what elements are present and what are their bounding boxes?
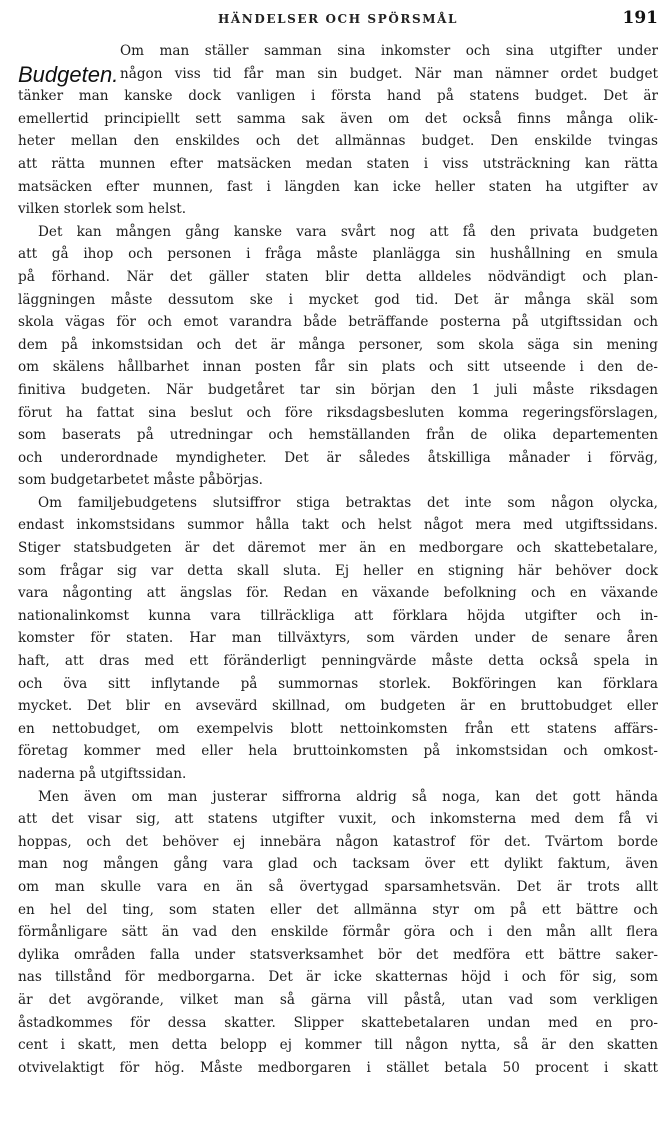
text-line: och underordnade myndigheter. Det är således åtskilliga månader i förväg, <box>18 449 658 466</box>
text-line: emellertid principiellt sett samma sak även om det också finns många olik- <box>18 110 658 127</box>
text-line: endast inkomstsidans summor hålla takt och helst något mera med utgiftssidans. <box>18 517 658 534</box>
text-line: naderna på utgiftssidan. <box>18 766 187 782</box>
text-line: om skälens hållbarhet innan posten får sin plats och sitt utseende i den de- <box>18 359 658 376</box>
text-line: tänker man kanske dock vanligen i första hand på statens budget. Det är <box>18 88 658 105</box>
text-line: en nettobudget, om exempelvis blott nettoinkomsten från ett statens affärs- <box>18 720 658 737</box>
paragraph-3 <box>18 492 658 786</box>
text-line: som frågar sig var detta skall sluta. Ej heller en stigning här behöver dock <box>18 562 658 579</box>
paragraph-2 <box>18 221 658 492</box>
section-heading: Budgeten. <box>18 62 119 87</box>
text-line: att rätta munnen efter matsäcken medan staten i viss utsträckning kan rätta <box>18 155 658 172</box>
page-number: 191 <box>622 8 658 28</box>
text-line: Om man ställer samman sina inkomster och sina utgifter under <box>120 43 658 59</box>
text-line: hoppas, och det behöver ej innebära någon katastrof för det. Tvärtom borde <box>18 833 658 850</box>
text-line: dylika områden falla under statsverksamhet bör det medföra ett bättre saker- <box>18 946 658 963</box>
text-line: mycket. Det blir en avsevärd skillnad, om budgeten är en bruttobudget eller <box>18 698 658 715</box>
page-header <box>18 8 658 32</box>
text-line: man nog mången gång vara glad och tacksam över ett dylikt faktum, även <box>18 856 658 873</box>
text-line: förmånligare sätt än vad den enskilde förmår göra och i den mån allt flera <box>18 924 658 941</box>
text-line: och öva sitt inflytande på summornas storlek. Bokföringen kan förklara <box>18 675 658 692</box>
text-line: att gå ihop och personen i fråga måste planlägga sin hushållning en smula <box>18 246 658 263</box>
text-line: finitiva budgeten. När budgetåret tar sin början den 1 juli måste riksdagen <box>18 381 658 398</box>
text-line: på förhand. När det gäller staten blir detta alldeles nödvändigt och plan- <box>18 268 658 285</box>
text-line: som budgetarbetet måste påbörjas. <box>18 472 263 489</box>
text-line: företag kommer med eller hela bruttoinkomsten på inkomstsidan och omkost- <box>18 743 658 760</box>
text-line: otvivelaktigt för hög. Måste medborgaren i stället betala 50 procent i skatt <box>18 1059 658 1076</box>
text-line: dem på inkomstsidan och det är många personer, som skola säga sin mening <box>18 336 658 353</box>
text-line: läggningen måste dessutom ske i mycket god tid. Det är många skäl som <box>18 291 658 308</box>
text-line: Stiger statsbudgeten är det däremot mer än en medborgare och skattebetalare, <box>18 540 658 557</box>
text-line: är det avgörande, vilket man så gärna vill påstå, utan vad som verkligen <box>18 991 658 1008</box>
paragraph-4 <box>18 786 658 1080</box>
text-line: som baserats på utredningar och hemställanden från de olika departementen <box>18 427 658 444</box>
text-line: haft, att dras med ett föränderligt penningvärde måste detta också spela in <box>18 653 658 670</box>
text-line: matsäcken efter munnen, fast i längden kan icke heller staten ha utgifter av <box>18 178 658 195</box>
text-line: vara någonting att ängslas för. Redan en växande befolkning och en växande <box>18 585 658 602</box>
text-line: cent i skatt, men detta belopp ej kommer till någon nytta, så är den skatten <box>18 1037 658 1054</box>
running-title: HÄNDELSER OCH SPÖRSMÅL <box>217 12 459 26</box>
text-line: någon viss tid får man sin budget. När man nämner ordet budget <box>120 65 658 82</box>
text-line: en hel del ting, som staten eller det allmänna styr om på ett bättre och <box>18 901 658 918</box>
text-line: nas tillstånd för medborgarna. Det är icke skatternas höjd i och för sig, som <box>18 969 658 986</box>
text-line: vilken storlek som helst. <box>18 201 187 218</box>
text-line: Det kan mången gång kanske vara svårt nog att få den privata budgeten <box>38 223 658 240</box>
body-text <box>18 40 658 1079</box>
text-line: om man skulle vara en än så övertygad sparsamhetsvän. Det är trots allt <box>18 878 658 895</box>
text-line: heter mellan den enskildes och det allmännas budget. Den enskilde tvingas <box>18 133 658 150</box>
text-line: skola vägas för och emot varandra både beträffande posterna på utgiftssidan och <box>18 314 658 331</box>
text-line: nationalinkomst kunna vara tillräckliga att förklara höjda utgifter och in- <box>18 607 658 624</box>
text-line: förut ha fattat sina beslut och före riksdagsbesluten komma regeringsförslagen, <box>18 404 658 421</box>
text-line: att det visar sig, att statens utgifter vuxit, och inkomsterna med dem få vi <box>18 811 658 828</box>
text-line: åstadkommes för dessa skatter. Slipper skattebetalaren undan med en pro- <box>18 1014 658 1031</box>
text-line: Men även om man justerar siffrorna aldrig så noga, kan det gott hända <box>38 788 658 805</box>
text-line: Om familjebudgetens slutsiffror stiga betraktas det inte som någon olycka, <box>38 494 658 511</box>
text-line: komster för staten. Har man tillväxtyrs, som värden under de senare åren <box>18 630 658 647</box>
